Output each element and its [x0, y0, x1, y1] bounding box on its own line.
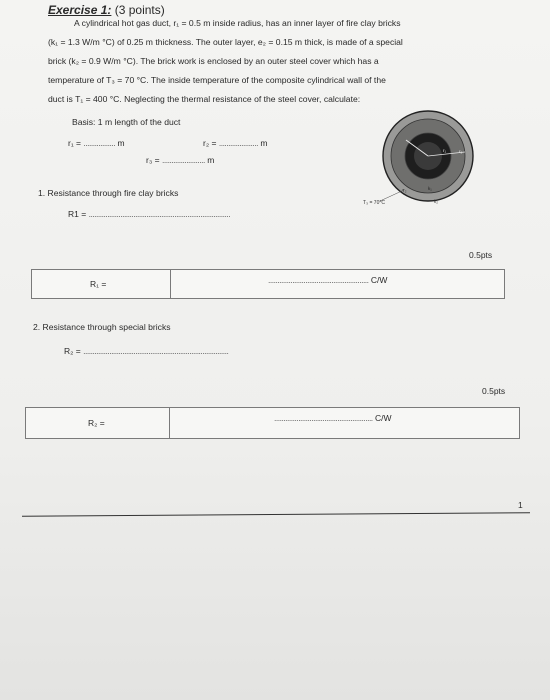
q2-box-blank: ..................................................... — [274, 413, 373, 423]
q1-box-label: R₁ = — [90, 279, 107, 289]
duct-cross-section-diagram — [360, 108, 498, 214]
r3-label: r₃ = — [146, 155, 160, 165]
q2-blank: .............................................................................. — [83, 346, 229, 356]
q2-box-label: R₂ = — [88, 418, 105, 428]
page-number: 1 — [518, 500, 523, 510]
diagram-r2-label: r₂ — [459, 149, 463, 154]
q2-box-unit: C/W — [375, 413, 392, 423]
exercise-points: (3 points) — [114, 3, 165, 17]
diagram-r1-label: r₁ — [443, 148, 447, 153]
diagram-k1-label: k₁ — [428, 186, 432, 191]
q1-box-blank: ...................................................... — [268, 275, 369, 285]
q2-answer-line[interactable] — [64, 346, 228, 356]
r2-unit: m — [260, 138, 268, 148]
q2-label: R₂ = — [64, 346, 81, 356]
diagram-t3-label: T₃ = 70°C — [363, 200, 385, 206]
diagram-k2-label: k₂ — [434, 199, 438, 204]
paragraph-line-5: duct is T₁ = 400 °C. Neglecting the thermal resistance of the steel cover, calculate: — [48, 94, 361, 104]
r3-unit: m — [207, 155, 215, 165]
r2-label: r₂ = — [203, 138, 217, 148]
paragraph-line-1: A cylindrical hot gas duct, r₁ = 0.5 m inside radius, has an inner layer of fire clay bricks — [74, 18, 401, 28]
diagram-t2-label: T₂ — [402, 188, 407, 193]
q1-box-divider — [170, 270, 171, 298]
q1-box-answer[interactable] — [268, 275, 387, 285]
q2-box-answer[interactable] — [274, 413, 392, 423]
paragraph-line-4: temperature of T₃ = 70 °C. The inside temperature of the composite cylindrical wall of the — [48, 75, 386, 85]
r3-blank: ....................... — [162, 155, 205, 165]
q2-answer-box[interactable] — [25, 407, 520, 439]
r1-blank: ................. — [83, 138, 116, 148]
footer-rule — [22, 512, 530, 517]
q2-points: 0.5pts — [482, 386, 506, 396]
q1-answer-box[interactable] — [31, 269, 505, 299]
q2-box-divider — [169, 408, 170, 438]
exercise-label: Exercise 1: — [48, 3, 112, 17]
q1-blank: ............................................................................ — [88, 209, 231, 219]
r1-unit: m — [117, 138, 125, 148]
q1-points: 0.5pts — [469, 250, 493, 260]
r2-blank: ..................... — [218, 138, 258, 148]
q2-title: 2. Resistance through special bricks — [33, 322, 171, 332]
paragraph-line-2: (k₁ = 1.3 W/m °C) of 0.25 m thickness. The outer layer, e₂ = 0.15 m thick, is made of a special — [48, 37, 403, 47]
q1-title: 1. Resistance through fire clay bricks — [38, 188, 179, 198]
r2-fill-in[interactable] — [203, 138, 267, 148]
paragraph-line-3: brick (k₂ = 0.9 W/m °C). The brick work is enclosed by an outer steel cover which has a — [48, 56, 379, 66]
q1-box-unit: C/W — [370, 275, 388, 285]
r1-fill-in[interactable] — [68, 138, 125, 148]
r1-label: r₁ = — [68, 138, 82, 148]
q1-answer-line[interactable] — [68, 209, 230, 219]
r3-fill-in[interactable] — [146, 155, 214, 165]
basis-text: Basis: 1 m length of the duct — [72, 117, 181, 127]
q1-label: R1 = — [68, 209, 87, 219]
